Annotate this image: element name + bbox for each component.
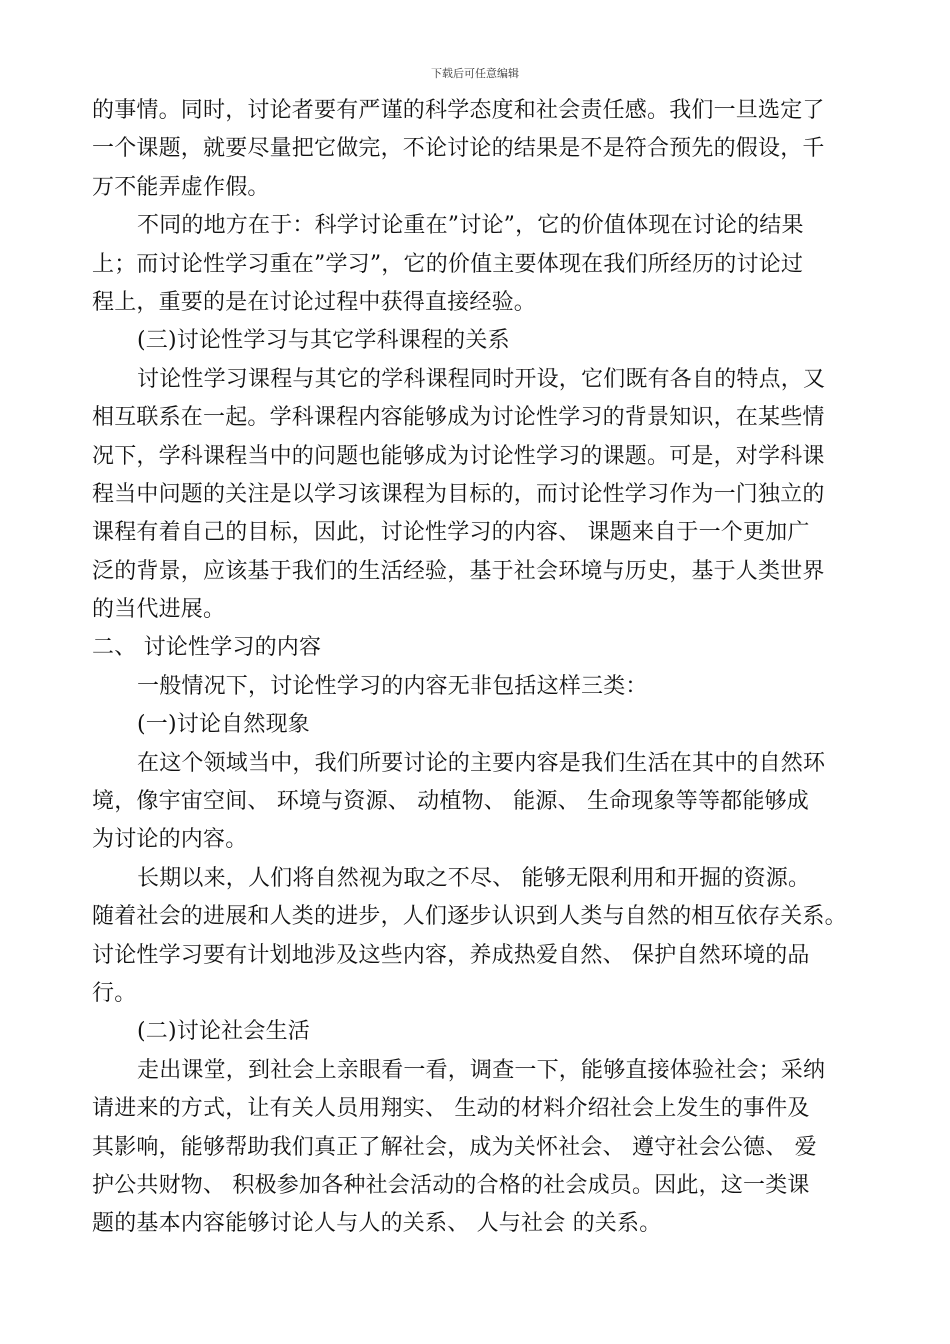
paragraph-start-line: 在这个领域当中，我们所要讨论的主要内容是我们生活在其中的自然环 bbox=[137, 750, 826, 776]
text-line: 相互联系在一起。学科课程内容能够成为讨论性学习的背景知识，在某些情 bbox=[92, 405, 825, 431]
text-line: 护公共财物、 积极参加各种社会活动的合格的社会成员。因此，这一类课 bbox=[92, 1172, 810, 1198]
page-header: 下载后可任意编辑 bbox=[431, 67, 519, 80]
text-line: 万不能弄虚作假。 bbox=[92, 174, 270, 200]
paragraph-start-line: 长期以来，人们将自然视为取之不尽、 能够无限利用和开掘的资源。 bbox=[137, 865, 811, 891]
paragraph-start-line: 不同的地方在于：科学讨论重在”讨论”，它的价值体现在讨论的结果 bbox=[137, 213, 804, 239]
paragraph-start-line: 走出课堂，到社会上亲眼看一看，调查一下，能够直接体验社会；采纳 bbox=[137, 1057, 826, 1083]
text-line: 境，像宇宙空间、 环境与资源、 动植物、 能源、 生命现象等等都能够成 bbox=[92, 789, 809, 815]
text-line: 其影响，能够帮助我们真正了解社会，成为关怀社会、 遵守社会公德、 爱 bbox=[92, 1134, 817, 1160]
text-line: 为讨论的内容。 bbox=[92, 827, 248, 853]
text-line: 上；而讨论性学习重在”学习”，它的价值主要体现在我们所经历的讨论过 bbox=[92, 251, 804, 277]
text-line: 一个课题，就要尽量把它做完，不论讨论的结果是不是符合预先的假设，千 bbox=[92, 136, 825, 162]
document-body bbox=[92, 92, 872, 1244]
text-line: 的事情。同时，讨论者要有严谨的科学态度和社会责任感。我们一旦选定了 bbox=[92, 98, 825, 123]
section-heading-3: (三)讨论性学习与其它学科课程的关系 bbox=[137, 328, 510, 354]
text-line: 的当代进展。 bbox=[92, 597, 226, 623]
paragraph-start-line: 一般情况下，讨论性学习的内容无非包括这样三类： bbox=[137, 673, 648, 699]
paragraph-start-line: 讨论性学习课程与其它的学科课程同时开设，它们既有各自的特点，又 bbox=[137, 366, 826, 392]
text-line: 题的基本内容能够讨论人与人的关系、 人与社会 的关系。 bbox=[92, 1211, 662, 1237]
text-line: 泛的背景，应该基于我们的生活经验，基于社会环境与历史，基于人类世界 bbox=[92, 558, 825, 584]
text-line: 请进来的方式，让有关人员用翔实、 生动的材料介绍社会上发生的事件及 bbox=[92, 1096, 810, 1122]
text-line: 课程有着自己的目标，因此，讨论性学习的内容、 课题来自于一个更加广 bbox=[92, 520, 810, 546]
text-line: 随着社会的进展和人类的进步，人们逐步认识到人类与自然的相互依存关系。 bbox=[92, 904, 847, 930]
section-heading-2: 二、 讨论性学习的内容 bbox=[92, 635, 322, 661]
text-line: 行。 bbox=[92, 980, 137, 1006]
text-line: 讨论性学习要有计划地涉及这些内容，养成热爱自然、 保护自然环境的品 bbox=[92, 942, 810, 968]
text-line: 程上，重要的是在讨论过程中获得直接经验。 bbox=[92, 289, 537, 315]
text-line: 况下，学科课程当中的问题也能够成为讨论性学习的课题。可是，对学科课 bbox=[92, 443, 825, 469]
subsection-heading-1: (一)讨论自然现象 bbox=[137, 712, 310, 738]
text-line: 程当中问题的关注是以学习该课程为目标的，而讨论性学习作为一门独立的 bbox=[92, 481, 825, 507]
subsection-heading-2: (二)讨论社会生活 bbox=[137, 1019, 310, 1045]
